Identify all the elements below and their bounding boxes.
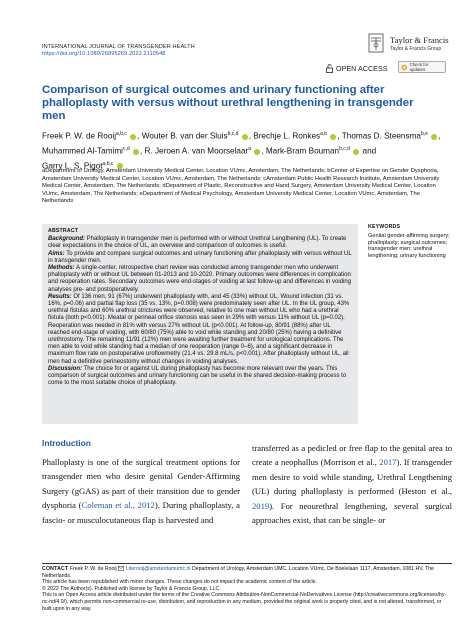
abstract-aims <box>48 251 352 265</box>
contact-line <box>42 566 452 579</box>
abstract-methods <box>48 265 352 294</box>
open-lock-icon <box>326 64 333 73</box>
journal-name: INTERNATIONAL JOURNAL OF TRANSGENDER HEALTH <box>42 44 195 50</box>
abstract-label: Methods: <box>48 265 75 272</box>
keywords-heading: KEYWORDS <box>368 224 401 230</box>
abstract-box <box>42 224 358 424</box>
abstract-background <box>48 236 352 250</box>
author-name: Garry L. S. Pigot <box>42 161 103 171</box>
body-column-right <box>252 441 452 527</box>
body-text: ). For neourethral lengthening, several surgical approaches exist, that can be single- or <box>252 500 452 526</box>
publisher-name: Taylor & Francis <box>390 35 449 45</box>
author-name: Freek P. W. de Rooij <box>42 131 117 141</box>
contact-name: Freek P. W. de Rooij <box>68 566 119 572</box>
orcid-icon[interactable] <box>431 134 437 140</box>
orcid-icon[interactable] <box>130 134 136 140</box>
abstract-label: Results: <box>48 293 72 300</box>
doi-link[interactable]: https://doi.org/10.1080/26895269.2022.2110548 <box>42 51 166 58</box>
body-column-left <box>42 455 240 527</box>
author-name: , Brechje L. Ronkes <box>248 131 321 141</box>
article-title: Comparison of surgical outcomes and urinary functioning after phalloplasty with versus without urethral lengthening in transgender men <box>42 84 414 123</box>
author-affil: b,c,d <box>339 145 350 152</box>
abstract-discussion <box>48 366 352 388</box>
citation-link[interactable]: 2017 <box>379 457 397 468</box>
publisher-logo[interactable] <box>368 30 449 60</box>
abstract-label: Discussion: <box>48 365 83 372</box>
author-conjunction: and <box>360 146 377 156</box>
author-list: Freek P. W. de Rooij$^{a,b,c}$ , Wouter B. van der Sluis$^{b,c,d}$ , Brechje L. Ronkes$^{a,b}$ , Thomas D. Steensma$^{b,e}$ , Muhammed Al-Tamimi$^{c,d}$ , R. Jeroen A. van Moorselaar$^a$ , Mark-Bram Bouman$^{b,c,d}$ and Garry L. S. Pigot$^{a,b,c}$ <box>42 131 441 171</box>
republished-note: This article has been republished with minor changes. These changes do not impact the academic content of the article. <box>42 579 317 586</box>
footer-divider <box>42 563 452 564</box>
contact-email-link[interactable]: f.derooij@amsterdamumc.nl <box>125 566 191 572</box>
check-updates-button[interactable] <box>398 61 446 73</box>
running-header <box>42 44 195 58</box>
contact-label: CONTACT <box>42 566 69 572</box>
body-text: ). If transgender men desire to void while standing, Urethral Lengthening (UL) during phalloplasty is performed (Heston et al., <box>252 457 452 497</box>
orcid-icon[interactable] <box>254 149 260 155</box>
author-affil: a,b,c <box>116 131 127 137</box>
orcid-icon[interactable] <box>353 149 359 155</box>
orcid-icon[interactable] <box>133 149 139 155</box>
open-access-label: OPEN ACCESS <box>336 64 388 73</box>
author-name: , Wouter B. van der Sluis <box>137 131 228 141</box>
author-affil: c,d <box>122 145 130 152</box>
author-name: Muhammed Al-Tamimi <box>42 146 123 156</box>
copyright-note: © 2022 The Author(s). Published with license by Taylor & Francis Group, LLC. <box>42 585 221 592</box>
refresh-icon <box>401 64 408 71</box>
author-affil: a <box>248 145 252 152</box>
author-name: , R. Jeroen A. van Moorselaar <box>139 146 249 156</box>
publisher-emblem-icon <box>368 32 388 56</box>
abstract-text: Of 136 men, 91 (67%) underwent phalloplasty with, and 45 (33%) without UL. Wound infection (31 vs. 16%, p=0.06) and partial flap loss (35 vs. 13%, p=0.008) were predominately seen after UL. In the UL group, 43% urethral fistulas and 60% urethral strictures were observed, relative to one man without UL who had a urethral fistula (both p<0.001). Meatal or perineal orifice stenosis was seen in 29% with versus 11% without UL (p=0.02). Reoperation was needed in 81% with versus 27% without UL (p<0.001). At follow-up, 80/91 (88%) after UL reached end-stage of voiding, with 60/80 (75%) able to void while standing and 20/80 (25%) having a definitive urethrostomy. The remaining 11/91 (12%) men were awaiting further treatment for urological complications. The men able to void while standing had a median of one reoperation (range 0–6), and a significant decrease in maximum flow rate on postoperative uroflowmetry (21.4 vs. 29.8 mL/s, p<0.001). After phalloplasty without UL, all men had a definitive perineostomy without changes in voiding analyses. <box>48 293 350 365</box>
keywords-text: Genital gender-affirming surgery; phalloplasty; surgical outcomes; transgender men; urethral lengthening; urinary functioning <box>368 232 450 260</box>
abstract-heading: ABSTRACT <box>48 228 79 234</box>
section-heading-introduction: Introduction <box>42 438 91 448</box>
abstract-text: The choice for or against UL during phalloplasty has become more relevant over the years. This comparison of surgical outcomes and urinary functioning can be useful in the shared decision-making process to come to the most suitable choice of phalloplasty. <box>48 365 347 387</box>
abstract-results <box>48 294 352 366</box>
affiliations: aDepartment of Urology, Amsterdam University Medical Center, Location VUmc, Amsterdam, The Netherlands; bCenter of Expertise on Gender Dysphoria, Amsterdam University Medical Center, Location VUmc, Amsterdam, The Netherlands; cAmsterdam Public Health Research Institute, Amsterdam University Medical Center, Amsterdam, The Netherlands; dDepartment of Plastic, Reconstructive and Hand Surgery, Amsterdam University Medical Center, Location VUmc, Amsterdam, The Netherlands; eDepartment of Medical Psychology, Amsterdam University Medical Center, Location VUmc, Amsterdam, The Netherlands <box>42 168 440 205</box>
body-text: transferred as a pedicled or free flap to the genital area to create a neophallus (Morrison et al., <box>252 443 452 468</box>
author-affil: a,b <box>320 131 328 137</box>
body-paragraph: Phalloplasty is one of the surgical treatment options for transgender men who desire genital Gender-Affirming Surgery (gGAS) as part of their transition due to gender dysphoria (Coleman et al., 2012). During phalloplasty, a fascio- or musculocutaneous flap is harvested and <box>42 457 240 525</box>
abstract-label: Aims: <box>48 250 65 257</box>
abstract-text: A single-center, retrospective chart review was conducted among transgender men who underwent phalloplasty with or without UL between 01-2013 and 10-2020. Primary outcomes were differences in complication and reoperation rates. Secondary outcomes were end-stages of voiding at last follow-up and differences in voiding analyses pre- and postoperatively. <box>48 265 352 293</box>
abstract-label: Background: <box>48 236 86 243</box>
author-affil: b,c,d <box>227 131 239 137</box>
license-note: This is an Open Access article distributed under the terms of the Creative Commons Attribution-NonCommercial-NoDerivatives License (http://creativecommons.org/licenses/by-nc-nd/4.0/), which permits non-commercial re-use, distribution, and reproduction in any medium, provided the original work is properly cited, and is not altered, transformed, or built upon in any way. <box>42 592 447 612</box>
author-name: , Thomas D. Steensma <box>337 131 421 141</box>
footer <box>42 566 452 612</box>
publisher-group: Taylor & Francis Group <box>390 46 442 52</box>
open-access-badge <box>326 64 388 73</box>
keywords-panel <box>368 224 452 260</box>
orcid-icon[interactable] <box>330 134 336 140</box>
author-affil: a,b,c <box>102 160 114 167</box>
author-affil: b,e <box>420 131 428 137</box>
contact-address: Department of Urology, Amsterdam UMC, Location VUmc, De Boelelaan 1117, Amsterdam, 1081 HV, The Netherlands. <box>42 566 434 579</box>
citation-link[interactable]: Coleman et al., 2012 <box>81 500 155 511</box>
abstract-text: To provide and compare surgical outcomes and urinary functioning after phalloplasty with versus without UL in transgender men. <box>48 250 352 264</box>
citation-link[interactable]: 2019 <box>252 500 270 511</box>
email-icon <box>118 566 124 571</box>
abstract-text: Phalloplasty in transgender men is performed with or without Urethral Lengthening (UL). To create clear expectations in the choice of UL, an overview and comparison of outcomes is useful. <box>48 236 347 250</box>
check-updates-label: Check for updates <box>409 62 429 72</box>
author-name: , Mark-Bram Bouman <box>261 146 340 156</box>
orcid-icon[interactable] <box>242 134 248 140</box>
